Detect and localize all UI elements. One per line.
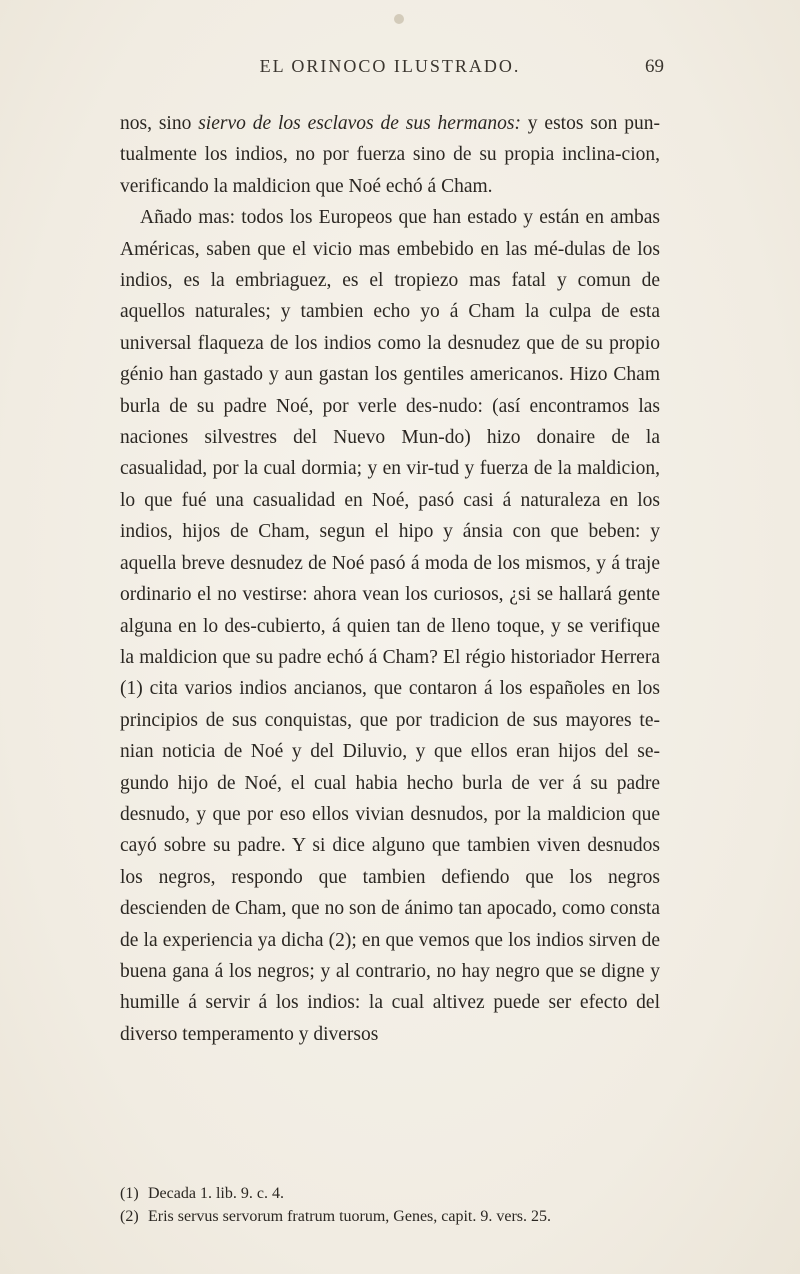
running-head xyxy=(120,56,664,84)
footnote-2 xyxy=(120,1205,680,1228)
page-number: 69 xyxy=(645,56,664,77)
paragraph-anado-mas: Añado mas: todos los Europeos que han estado y están en ambas Américas, saben que el vicio mas embebido en las mé-dulas de los indios, es la embriaguez, es el tropiezo mas fatal y comun de aquellos naturales; y tambien echo yo á Cham la culpa de esta universal flaqueza de los indios como la desnudez que de su propio génio han gastado y aun gastan los gentiles americanos. Hizo Cham burla de su padre Noé, por verle des-nudo: (así encontramos las naciones silvestres del Nuevo Mun-do) hizo donaire de la casualidad, por la cual dormia; y en vir-tud y fuerza de la maldicion, lo que fué una casualidad en Noé, pasó casi á naturaleza en los indios, hijos de Cham, segun el hipo y ánsia con que beben: y aquella breve desnudez de Noé pasó á moda de los mismos, y á traje ordinario el no vestirse: ahora vean los curiosos, ¿si se hallará gente alguna en lo des-cubierto, á quien tan de lleno toque, y se verifique la maldicion que su padre echó á Cham? El régio historiador Herrera (1) cita varios indios ancianos, que contaron á los españoles en los principios de sus conquistas, que por tradicion de sus mayores te-nian noticia de Noé y del Diluvio, y que ellos eran hijos del se-gundo hijo de Noé, el cual habia hecho burla de ver á su padre desnudo, y que por eso ellos vivian desnudos, por la maldicion que cayó sobre su padre. Y si dice alguno que tambien viven desnudos los negros, respondo que tambien defiendo que los negros descienden de Cham, que no son de ánimo tan apocado, como consta de la experiencia ya dicha (2); en que vemos que los indios sirven de buena gana á los negros; y al contrario, no hay negro que se digne y humille á servir á los indios: la cual altivez puede ser efecto del diverso temperamento y diversos xyxy=(120,207,660,1045)
running-title: EL ORINOCO ILUSTRADO. xyxy=(259,56,521,76)
footnote-text: Eris servus servorum fratrum tuorum, Genes, capit. 9. vers. 25. xyxy=(148,1208,552,1225)
ink-blot-ornament xyxy=(394,14,404,24)
footnote-mark: (1) xyxy=(120,1185,139,1202)
footnotes xyxy=(120,1182,680,1228)
paragraph-continuation: nos, sino siervo de los esclavos de sus hermanos: y estos son pun-tualmente los indios, no por fuerza sino de su propia inclina-cion, verificando la maldicion que Noé echó á Cham. xyxy=(120,113,660,197)
footnote-1 xyxy=(120,1182,680,1205)
body-text xyxy=(120,108,660,1050)
footnote-mark: (2) xyxy=(120,1208,139,1225)
footnote-text: Decada 1. lib. 9. c. 4. xyxy=(148,1185,284,1202)
italic-phrase: siervo de los esclavos de sus hermanos: xyxy=(198,113,521,134)
